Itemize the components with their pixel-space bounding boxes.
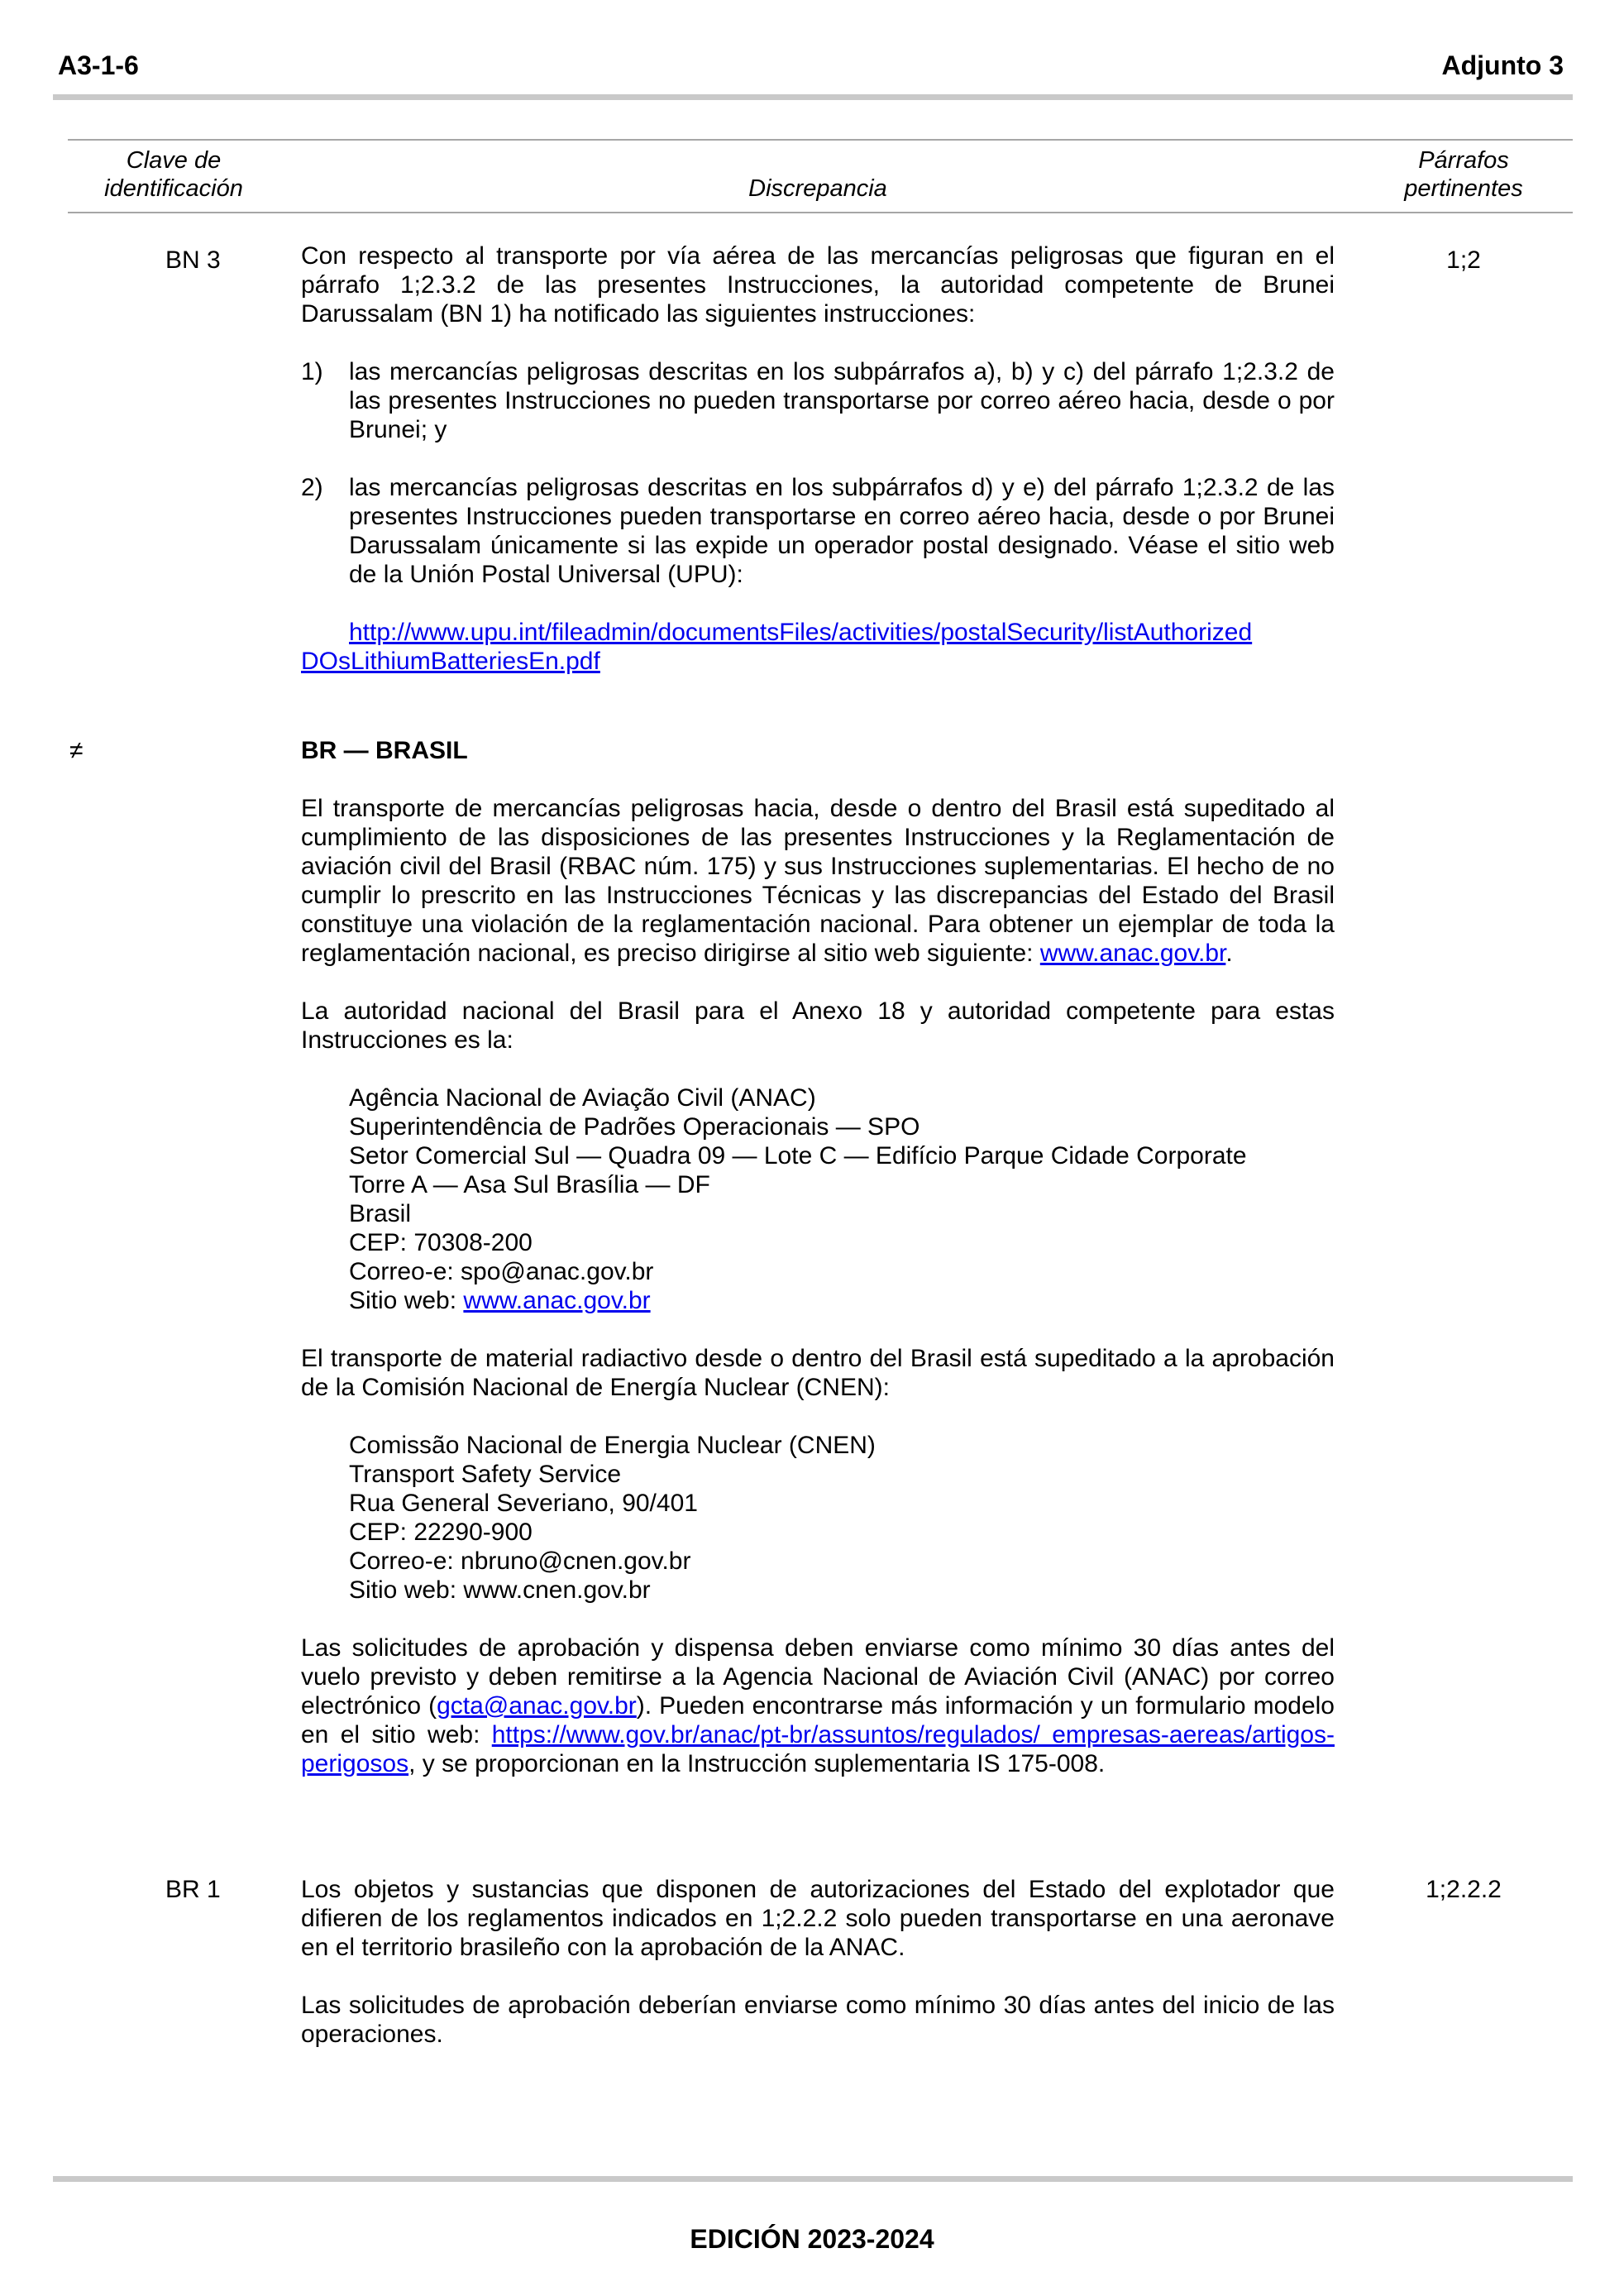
- column-header-discrepancy: Discrepancia: [748, 175, 887, 202]
- discrepancy-br1: [301, 1875, 1335, 2049]
- br-paragraph-3: El transporte de material radiactivo desde o dentro del Brasil está supeditado a la aprobación de la Comisión Nacional de Energía Nuclear (CNEN):: [301, 1345, 1335, 1401]
- br-paragraph-2: La autoridad nacional del Brasil para el Anexo 18 y autoridad competente para estas Instrucciones es la:: [301, 997, 1335, 1054]
- anac-web-link[interactable]: www.anac.gov.br: [463, 1287, 651, 1314]
- edition-label: EDICIÓN 2023-2024: [690, 2224, 934, 2254]
- gcta-email-link[interactable]: gcta@anac.gov.br: [437, 1692, 637, 1720]
- br-paragraph-1: El transporte de mercancías peligrosas hacia, desde o dentro del Brasil está supeditado al cumplimiento de las disposiciones de las presentes Instrucciones y la Reglamentación de aviación civil del Brasil (RBAC núm. 175) y sus Instrucciones suplementarias. El hecho de no cumplir lo prescrito en las Instrucciones Técnicas y las discrepancias del Estado del Brasil constituye una violación de la reglamentación nacional. Para obtener un ejemplar de toda la reglamentación nacional, es preciso dirigirse al sitio web siguiente: www.anac.gov.br.: [301, 795, 1335, 967]
- pertinent-paragraphs-bn3: 1;2: [1446, 246, 1481, 274]
- br-heading: BR — BRASIL: [301, 737, 468, 764]
- header-rule: [53, 94, 1573, 100]
- footer-rule: [53, 2176, 1573, 2182]
- bn3-item-2: 2) las mercancías peligrosas descritas en los subpárrafos d) y e) del párrafo 1;2.3.2 de las presentes Instrucciones pueden transportarse en correo aéreo hacia, desde o por Brunei Darussalam únicamente si las expide un operador postal designado. Véase el sitio web de la Unión Postal Universal (UPU):: [301, 474, 1335, 588]
- br-paragraph-4: Las solicitudes de aprobación y dispensa deben enviarse como mínimo 30 días antes del vuelo previsto y deben remitirse a la Agencia Nacional de Aviación Civil (ANAC) por correo electrónico (gcta@anac.gov.br). Pueden encontrarse más información y un formulario modelo en el sitio web: https://www.gov.br/anac/pt-br/assuntos/regulados/ empresas-aereas/artigos-perigosos, y se proporcionan en la Instrucción suplementaria IS 175-008.: [301, 1634, 1335, 1777]
- anac-address: Agência Nacional de Aviação Civil (ANAC) Superintendência de Padrões Operacionais — SPO Setor Comercial Sul — Quadra 09 — Lote C — Edifício Parque Cidade Corporate Torre A — Asa Sul Brasília — DF Brasil CEP: 70308-200 Correo-e: spo@anac.gov.br Sitio web: www.anac.gov.br: [349, 1084, 1247, 1314]
- anac-link[interactable]: www.anac.gov.br: [1039, 940, 1226, 967]
- discrepancy-br: [301, 736, 1335, 1778]
- identification-key-bn3: BN 3: [165, 246, 221, 274]
- change-mark: ≠: [69, 737, 84, 764]
- table-header-rule: [68, 212, 1573, 213]
- identification-key-br1: BR 1: [165, 1876, 221, 1903]
- discrepancy-bn3: [301, 242, 1335, 676]
- br1-paragraph-1: Los objetos y sustancias que disponen de autorizaciones del Estado del explotador que difieren de los reglamentos indicados en 1;2.2.2 solo pueden transportarse en una aeronave en el territorio brasileño con la aprobación de la ANAC.: [301, 1876, 1335, 1961]
- column-header-key: Clave de identificación: [104, 147, 243, 202]
- page-number: A3-1-6: [58, 50, 139, 80]
- upu-link[interactable]: http://www.upu.int/fileadmin/documentsFiles/activities/postalSecurity/listAuthorized DOsLithiumBatteriesEn.pdf: [301, 619, 1253, 675]
- table-top-rule: [68, 139, 1573, 141]
- bn3-item-1: 1) las mercancías peligrosas descritas en los subpárrafos a), b) y c) del párrafo 1;2.3.2 de las presentes Instrucciones no pueden transportarse por correo aéreo hacia, desde o por Brunei; y: [301, 358, 1335, 443]
- attachment-label: Adjunto 3: [1441, 50, 1564, 80]
- br1-paragraph-2: Las solicitudes de aprobación deberían enviarse como mínimo 30 días antes del inicio de las operaciones.: [301, 1992, 1335, 2048]
- pertinent-paragraphs-br1: 1;2.2.2: [1426, 1876, 1502, 1903]
- column-header-paragraphs: Párrafos pertinentes: [1404, 147, 1523, 202]
- cnen-address: Comissão Nacional de Energia Nuclear (CNEN) Transport Safety Service Rua General Severiano, 90/401 CEP: 22290-900 Correo-e: nbruno@cnen.gov.br Sitio web: www.cnen.gov.br: [349, 1432, 876, 1604]
- bn3-intro: Con respecto al transporte por vía aérea de las mercancías peligrosas que figuran en el párrafo 1;2.3.2 de las presentes Instrucciones, la autoridad competente de Brunei Darussalam (BN 1) ha notificado las siguientes instrucciones:: [301, 242, 1335, 328]
- gov-br-link[interactable]: https://www.gov.br/anac/pt-br/assuntos/regulados/ empresas-aereas/artigos-perigosos: [301, 1721, 1335, 1777]
